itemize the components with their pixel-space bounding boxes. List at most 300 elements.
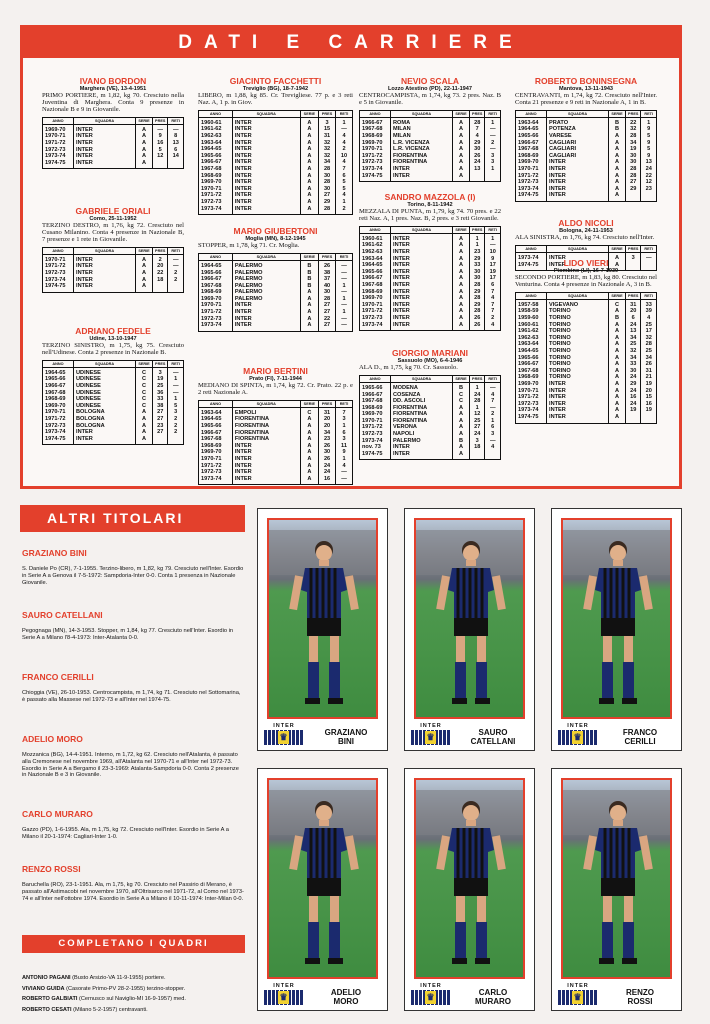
table-cell: A: [136, 124, 153, 133]
table-cell: 7: [336, 166, 353, 173]
table-cell: 17: [485, 275, 501, 282]
table-cell: FIORENTINA: [232, 436, 300, 443]
table-cell: A: [300, 146, 318, 153]
table-row: [360, 256, 501, 263]
table-cell: INTER: [74, 277, 136, 284]
table-cell: 4: [485, 322, 501, 331]
table-cell: INTER: [391, 233, 453, 242]
table-cell: 1973-74: [199, 322, 233, 331]
column-header: PRES: [625, 292, 641, 299]
table-cell: 30: [469, 269, 485, 276]
player-photo: [267, 778, 378, 979]
card-last-name: ROSSI: [627, 997, 653, 1006]
table-cell: 32: [625, 348, 641, 355]
table-cell: A: [453, 315, 470, 322]
table-cell: 17: [641, 328, 657, 335]
column-header: ANNO: [360, 226, 391, 233]
column-header: SQUADRA: [547, 245, 609, 252]
table-cell: TORINO: [547, 341, 609, 348]
table-cell: 1966-67: [360, 275, 391, 282]
table-cell: INTER: [74, 153, 136, 160]
table-cell: 20: [319, 423, 336, 430]
table-cell: 12: [152, 153, 168, 160]
bio-name: CARLO MURARO: [22, 809, 93, 819]
table-cell: 1: [336, 117, 353, 126]
column-header: PRES: [625, 245, 641, 252]
table-cell: A: [609, 407, 626, 414]
table-cell: 2: [168, 270, 184, 277]
table-row: [516, 133, 657, 140]
column-header: RETI: [485, 226, 501, 233]
column-header: SQUADRA: [74, 117, 136, 124]
table-cell: 4: [641, 315, 657, 322]
table-cell: A: [609, 192, 626, 201]
table-cell: A: [609, 368, 626, 375]
table-row: [199, 146, 353, 153]
table-cell: INTER: [232, 146, 300, 153]
table-cell: VARESE: [547, 133, 609, 140]
table-cell: A: [609, 388, 626, 395]
table-cell: 1965-66: [199, 270, 233, 277]
table-cell: 1973-74: [43, 429, 74, 436]
table-row: [199, 206, 353, 215]
table-row: [199, 416, 353, 423]
table-cell: 1965-66: [360, 269, 391, 276]
table-row: [43, 133, 184, 140]
table-cell: 28: [625, 173, 641, 180]
table-cell: 24: [469, 431, 485, 438]
table-cell: DD. ASCOLI: [391, 398, 453, 405]
table-cell: 3: [168, 409, 184, 416]
table-cell: A: [453, 308, 470, 315]
table-row: [360, 262, 501, 269]
table-cell: 3: [336, 436, 353, 443]
table-cell: 6: [625, 315, 641, 322]
table-cell: TORINO: [547, 315, 609, 322]
table-cell: 31: [641, 368, 657, 375]
player-birth: Moglia (MN), 8-12-1945: [245, 236, 306, 242]
table-cell: A: [453, 302, 470, 309]
table-cell: 18: [469, 444, 485, 451]
table-cell: 26: [319, 456, 336, 463]
table-cell: 1972-73: [43, 423, 74, 430]
player-birth: Piombino (LI), 16-7-1939: [553, 268, 619, 274]
table-cell: A: [136, 270, 153, 277]
table-cell: 29: [469, 302, 485, 309]
table-cell: 1970-71: [199, 302, 233, 309]
player-name: ALDO NICOLI: [558, 218, 614, 228]
table-cell: A: [136, 133, 153, 140]
table-cell: 26: [469, 322, 485, 331]
table-cell: 39: [641, 308, 657, 315]
table-cell: 1967-68: [199, 166, 233, 173]
table-cell: 9: [336, 449, 353, 456]
table-cell: INTER: [391, 269, 453, 276]
bio-text: Chioggia (VE), 26-10-1953. Centrocampista, m 1,74, kg 71. Cresciuto nel Sottomarina, è passato alla Massese nel 1972-73 e all'Inter nel 1974-75.: [22, 690, 241, 703]
table-cell: INTER: [74, 140, 136, 147]
table-cell: BOLOGNA: [74, 409, 136, 416]
card-first-name: ADELIO: [330, 988, 362, 997]
table-cell: A: [453, 140, 470, 147]
table-cell: PALERMO: [232, 283, 300, 290]
table-cell: 1961-62: [516, 328, 547, 335]
column-header: SERIE: [453, 375, 470, 382]
table-cell: 7: [485, 398, 501, 405]
table-cell: INTER: [74, 283, 136, 292]
bio-name: SAURO CATELLANI: [22, 610, 103, 620]
table-cell: INTER: [391, 249, 453, 256]
table-cell: —: [168, 254, 184, 263]
bio: [22, 610, 244, 642]
column-header: PRES: [319, 253, 336, 260]
table-cell: B: [300, 270, 318, 277]
table-row: [360, 308, 501, 315]
table-row: [360, 133, 501, 140]
table-cell: UDINESE: [74, 390, 136, 397]
table-row: [516, 322, 657, 329]
table-cell: A: [300, 296, 318, 303]
table-cell: INTER: [391, 302, 453, 309]
table-cell: 1970-71: [516, 388, 547, 395]
table-cell: [168, 160, 184, 169]
table-cell: B: [453, 382, 470, 391]
table-row: [43, 270, 184, 277]
table-cell: —: [152, 124, 168, 133]
dati-carriere-section: [20, 25, 682, 489]
column-header: ANNO: [516, 110, 547, 117]
player-photo: [561, 778, 672, 979]
table-cell: INTER: [547, 166, 609, 173]
table-cell: A: [609, 381, 626, 388]
table-cell: INTER: [391, 322, 453, 331]
table-cell: INTER: [232, 309, 300, 316]
card-player-name: [602, 728, 678, 746]
table-cell: 1973-74: [516, 252, 547, 261]
table-cell: 33: [152, 396, 168, 403]
table-cell: A: [609, 401, 626, 408]
table-cell: 1: [469, 382, 485, 391]
column-header: ANNO: [43, 117, 74, 124]
table-cell: A: [300, 302, 318, 309]
table-cell: CAGLIARI: [547, 153, 609, 160]
table-cell: 1963-64: [360, 256, 391, 263]
table-cell: A: [136, 277, 153, 284]
table-cell: 1967-68: [360, 398, 391, 405]
table-cell: 1: [336, 423, 353, 430]
inter-crest-icon: ♛: [558, 730, 598, 745]
table-cell: 4: [469, 133, 485, 140]
table-cell: A: [300, 316, 318, 323]
table-cell: 6: [336, 430, 353, 437]
table-cell: 33: [469, 262, 485, 269]
career-table: [359, 110, 501, 182]
inter-logo: [558, 983, 598, 1007]
table-cell: INTER: [391, 242, 453, 249]
table-row: [43, 376, 184, 383]
player-description: LIBERO, m 1,88, kg 85. Cr. Trevigliese. 77 p. e 3 reti Naz. A, 1 p. in Giov.: [198, 92, 353, 106]
table-cell: 28: [319, 296, 336, 303]
table-cell: 1969-70: [360, 411, 391, 418]
table-cell: 40: [319, 283, 336, 290]
table-cell: 1: [336, 296, 353, 303]
table-cell: 1960-61: [360, 233, 391, 242]
table-cell: 1: [485, 166, 501, 173]
table-cell: A: [300, 126, 318, 133]
table-cell: 1974-75: [360, 451, 391, 460]
table-row: [199, 283, 353, 290]
table-cell: 3: [336, 416, 353, 423]
table-row: [43, 254, 184, 263]
table-cell: 19: [152, 376, 168, 383]
table-cell: 10: [336, 153, 353, 160]
completano-list: [22, 973, 247, 1015]
column-header: ANNO: [43, 247, 74, 254]
table-cell: INTER: [391, 275, 453, 282]
column-header: SQUADRA: [391, 110, 453, 117]
table-cell: 2: [485, 411, 501, 418]
table-cell: INTER: [232, 173, 300, 180]
table-cell: 1974-75: [360, 173, 391, 182]
table-row: [360, 146, 501, 153]
table-row: [199, 322, 353, 331]
table-cell: C: [136, 367, 153, 376]
table-row: [360, 438, 501, 445]
table-cell: 27: [319, 192, 336, 199]
table-cell: 1971-72: [360, 424, 391, 431]
table-row: [199, 117, 353, 126]
column-header: SQUADRA: [547, 110, 609, 117]
table-cell: INTER: [74, 270, 136, 277]
table-cell: 4: [336, 159, 353, 166]
table-cell: UDINESE: [74, 367, 136, 376]
table-cell: 2: [485, 140, 501, 147]
table-cell: A: [609, 341, 626, 348]
player-career-block: [198, 366, 353, 485]
card-player-name: [455, 728, 531, 746]
player-description: STOPPER, m 1,78, kg 71. Cr. Moglia.: [198, 242, 300, 249]
table-cell: [152, 283, 168, 292]
list-item: ROBERTO GALBIATI (Cernusco sul Naviglio-MI 16-9-1957) med.: [22, 996, 186, 1002]
table-row: [43, 263, 184, 270]
table-cell: A: [453, 233, 470, 242]
table-cell: A: [609, 355, 626, 362]
table-row: [516, 381, 657, 388]
table-cell: 1972-73: [516, 401, 547, 408]
bio-text: Baruchella (RO), 23-1-1951. Ala, m 1,75, kg 70. Cresciuto nel Passirio di Merano, è passato all'Astimacobi nel novembre 1970, all'Oltrisarco nel 1971-72, al Como nel 1973-74 e all'Inter nell'ottobre 1974. Esordio in Serie A a Milano il 10-11-1974: Inter-Milan 0-0.: [22, 882, 244, 902]
table-cell: A: [300, 117, 318, 126]
table-cell: —: [485, 242, 501, 249]
player-birth: Como, 25-11-1952: [89, 216, 137, 222]
table-cell: INTER: [391, 166, 453, 173]
table-cell: 1962-63: [360, 249, 391, 256]
table-cell: FIORENTINA: [391, 159, 453, 166]
table-cell: —: [336, 476, 353, 485]
table-row: [199, 199, 353, 206]
table-cell: A: [453, 322, 470, 331]
table-cell: 9: [152, 133, 168, 140]
table-cell: INTER: [547, 179, 609, 186]
table-row: [199, 407, 353, 416]
career-table: [42, 117, 184, 170]
table-cell: —: [485, 146, 501, 153]
table-cell: 1967-68: [199, 436, 233, 443]
table-cell: 28: [625, 133, 641, 140]
table-row: [199, 463, 353, 470]
table-row: [199, 153, 353, 160]
table-cell: 4: [336, 140, 353, 147]
table-cell: 27: [152, 429, 168, 436]
table-cell: 1973-74: [199, 476, 233, 485]
player-description: PRIMO PORTIERE, m 1,82, kg 70. Cresciuto nella Juventina di Marghera. Conta 9 presenze in Nazionale B e 9 in Giovanile.: [42, 92, 184, 113]
table-cell: A: [609, 173, 626, 180]
player-name: SANDRO MAZZOLA (I): [384, 192, 476, 202]
table-cell: 1971-72: [199, 463, 233, 470]
table-cell: 1968-69: [360, 133, 391, 140]
table-cell: [168, 283, 184, 292]
card-first-name: GRAZIANO: [324, 728, 368, 737]
card-player-name: [602, 988, 678, 1006]
table-cell: A: [300, 469, 318, 476]
table-cell: B: [300, 283, 318, 290]
table-cell: INTER: [232, 443, 300, 450]
table-cell: A: [453, 256, 470, 263]
table-cell: INTER: [232, 159, 300, 166]
table-cell: INTER: [232, 126, 300, 133]
table-cell: BOLOGNA: [74, 423, 136, 430]
table-cell: 26: [469, 315, 485, 322]
player-birth: Bologna, 24-11-1953: [559, 228, 613, 234]
table-cell: 1969-70: [516, 381, 547, 388]
table-cell: 1965-66: [360, 382, 391, 391]
player-name: ADRIANO FEDELE: [75, 326, 151, 336]
player-sticker-card: [551, 508, 682, 751]
table-cell: 2: [336, 206, 353, 215]
table-row: [516, 414, 657, 423]
table-cell: C: [136, 376, 153, 383]
table-row: [516, 299, 657, 308]
table-cell: 1961-62: [360, 242, 391, 249]
column-header: SERIE: [609, 245, 626, 252]
table-cell: 8: [168, 133, 184, 140]
table-cell: C: [453, 392, 470, 399]
table-cell: PALERMO: [232, 296, 300, 303]
table-cell: 5: [152, 147, 168, 154]
table-cell: INTER: [74, 160, 136, 169]
table-cell: 1971-72: [199, 192, 233, 199]
table-cell: B: [609, 126, 626, 133]
table-cell: 1970-71: [43, 254, 74, 263]
table-cell: —: [485, 133, 501, 140]
table-cell: 5: [336, 186, 353, 193]
table-row: [516, 153, 657, 160]
table-cell: 28: [469, 308, 485, 315]
player-birth: Sassuolo (MO), 6-4-1946: [397, 358, 463, 364]
table-cell: 1971-72: [516, 394, 547, 401]
table-cell: TORINO: [547, 374, 609, 381]
table-row: [516, 374, 657, 381]
table-cell: A: [300, 476, 318, 485]
player-description: TERZINO DESTRO, m 1,76, kg 72. Cresciuto nel Cusano Milanino. Conta 4 presenze in Nazionale B, 7 presenze e 1 rete in Giovanile.: [42, 222, 184, 243]
player-career-block: [42, 76, 184, 169]
table-cell: INTER: [547, 388, 609, 395]
table-cell: 17: [485, 262, 501, 269]
table-row: [360, 126, 501, 133]
table-cell: 1: [336, 283, 353, 290]
table-cell: 27: [319, 322, 336, 331]
table-cell: 7: [469, 126, 485, 133]
table-cell: A: [453, 153, 470, 160]
table-cell: 1968-69: [43, 396, 74, 403]
table-row: [199, 276, 353, 283]
table-cell: 1974-75: [516, 414, 547, 423]
table-cell: —: [336, 260, 353, 269]
table-cell: 31: [319, 407, 336, 416]
table-cell: ROMA: [391, 117, 453, 126]
player-career-block: [359, 192, 501, 331]
inter-crest-icon: ♛: [264, 990, 304, 1005]
table-cell: 1964-65: [43, 367, 74, 376]
column-header: SQUADRA: [391, 226, 453, 233]
table-cell: INTER: [232, 192, 300, 199]
table-cell: A: [453, 159, 470, 166]
table-cell: 1965-66: [516, 133, 547, 140]
table-cell: 4: [485, 392, 501, 399]
table-cell: 30: [625, 159, 641, 166]
table-cell: 1970-71: [199, 456, 233, 463]
table-cell: A: [609, 159, 626, 166]
table-cell: 11: [336, 443, 353, 450]
table-cell: 30: [319, 289, 336, 296]
table-row: [43, 147, 184, 154]
table-cell: INTER: [232, 140, 300, 147]
table-cell: 1969-70: [43, 124, 74, 133]
table-cell: 1968-69: [199, 173, 233, 180]
table-cell: 24: [469, 392, 485, 399]
table-cell: 1972-73: [199, 316, 233, 323]
column-header: RETI: [641, 245, 657, 252]
bio-text: Gazzo (PD), 1-6-1955. Ala, m 1,75, kg 72. Cresciuto nell'Inter. Esordio in Serie A a Milano il 20-1-1974: Cagliari-Inter 1-0.: [22, 827, 229, 840]
table-cell: —: [168, 367, 184, 376]
table-cell: INTER: [232, 322, 300, 331]
table-cell: MILAN: [391, 126, 453, 133]
team-name: INTER: [273, 983, 295, 989]
column-header: ANNO: [360, 375, 391, 382]
table-cell: 1965-66: [199, 153, 233, 160]
player-career-block: [42, 206, 184, 293]
table-cell: A: [453, 166, 470, 173]
table-row: [199, 423, 353, 430]
table-cell: INTER: [391, 308, 453, 315]
player-name: MARIO GIUBERTONI: [233, 226, 318, 236]
table-cell: 1970-71: [360, 302, 391, 309]
table-cell: 29: [625, 186, 641, 193]
table-cell: 1967-68: [43, 390, 74, 397]
player-photo: [561, 518, 672, 719]
table-cell: 1: [469, 233, 485, 242]
table-cell: 30: [469, 146, 485, 153]
table-cell: —: [485, 382, 501, 391]
table-row: [516, 315, 657, 322]
table-cell: 1959-60: [516, 315, 547, 322]
table-row: [516, 361, 657, 368]
table-cell: PALERMO: [232, 276, 300, 283]
table-cell: —: [485, 126, 501, 133]
table-cell: [152, 160, 168, 169]
table-cell: 20: [625, 308, 641, 315]
inter-crest-icon: ♛: [264, 730, 304, 745]
table-cell: 25: [641, 348, 657, 355]
table-cell: 4: [336, 133, 353, 140]
